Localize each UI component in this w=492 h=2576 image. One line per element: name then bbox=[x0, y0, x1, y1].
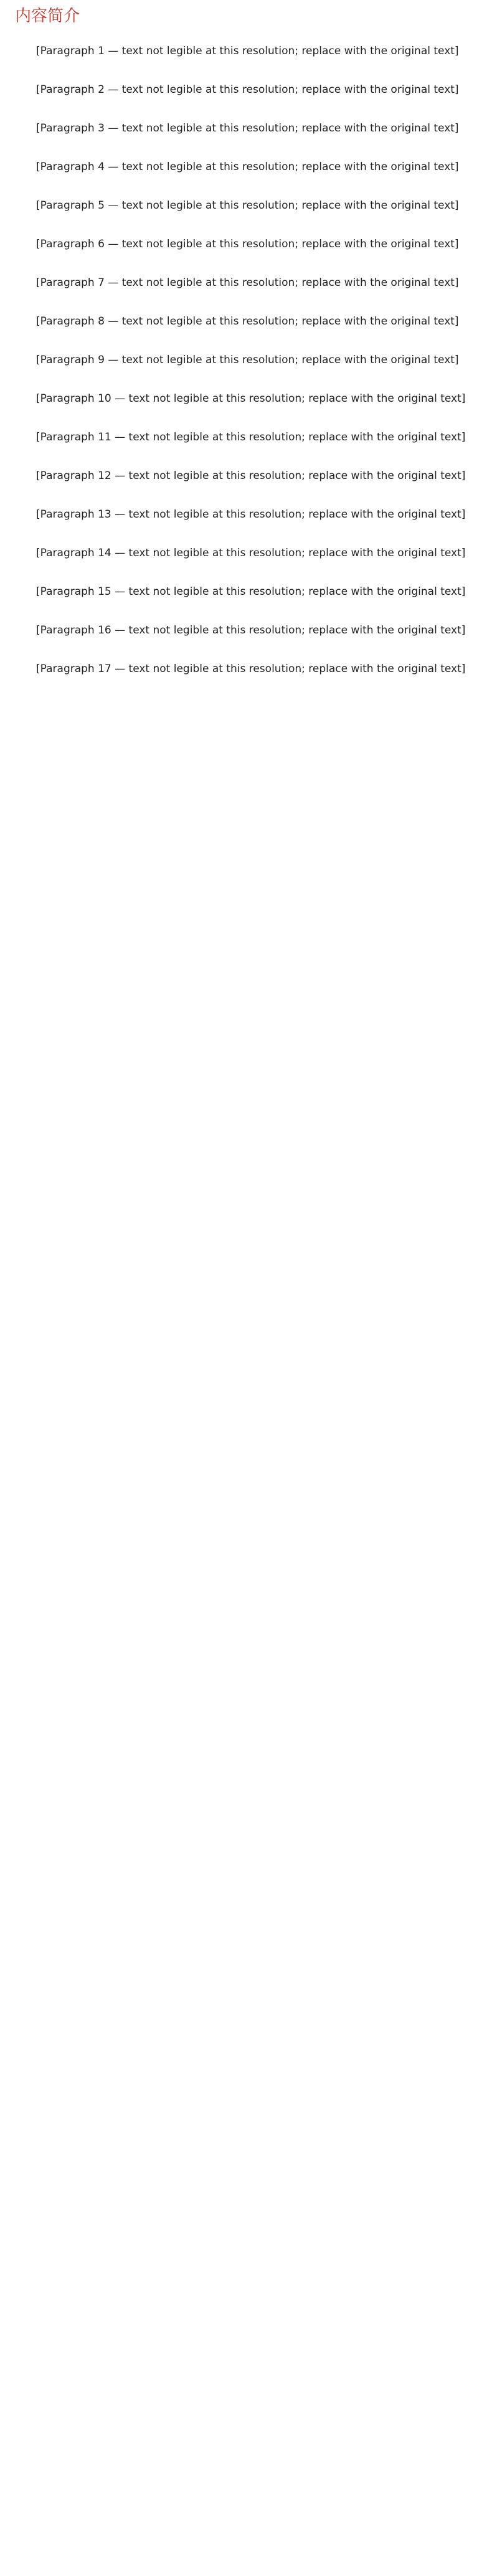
paragraph: [Paragraph 7 — text not legible at this resolution; replace with the original text] bbox=[36, 277, 459, 289]
paragraph: [Paragraph 11 — text not legible at this resolution; replace with the original text] bbox=[36, 431, 466, 443]
paragraph: [Paragraph 6 — text not legible at this resolution; replace with the original text] bbox=[36, 238, 459, 250]
paragraph: [Paragraph 2 — text not legible at this resolution; replace with the original text] bbox=[36, 83, 459, 96]
paragraph: [Paragraph 9 — text not legible at this resolution; replace with the original text] bbox=[36, 354, 459, 366]
paragraph: [Paragraph 8 — text not legible at this resolution; replace with the original text] bbox=[36, 315, 459, 328]
paragraph: [Paragraph 14 — text not legible at this resolution; replace with the original text] bbox=[36, 547, 466, 559]
paragraph: [Paragraph 1 — text not legible at this resolution; replace with the original text] bbox=[36, 45, 459, 57]
paragraph: [Paragraph 13 — text not legible at this resolution; replace with the original text] bbox=[36, 508, 466, 521]
paragraph: [Paragraph 10 — text not legible at this resolution; replace with the original text] bbox=[36, 392, 466, 405]
page-title: 内容简介 bbox=[15, 7, 80, 26]
paragraph: [Paragraph 4 — text not legible at this resolution; replace with the original text] bbox=[36, 161, 459, 173]
paragraph: [Paragraph 16 — text not legible at this resolution; replace with the original text] bbox=[36, 624, 466, 637]
paragraph: [Paragraph 15 — text not legible at this resolution; replace with the original text] bbox=[36, 585, 466, 598]
paragraph: [Paragraph 17 — text not legible at this resolution; replace with the original text] bbox=[36, 663, 466, 675]
paragraph: [Paragraph 12 — text not legible at this resolution; replace with the original text] bbox=[36, 470, 466, 482]
paragraph: [Paragraph 5 — text not legible at this resolution; replace with the original text] bbox=[36, 199, 459, 212]
paragraph: [Paragraph 3 — text not legible at this resolution; replace with the original text] bbox=[36, 122, 459, 135]
description-content bbox=[15, 40, 477, 680]
